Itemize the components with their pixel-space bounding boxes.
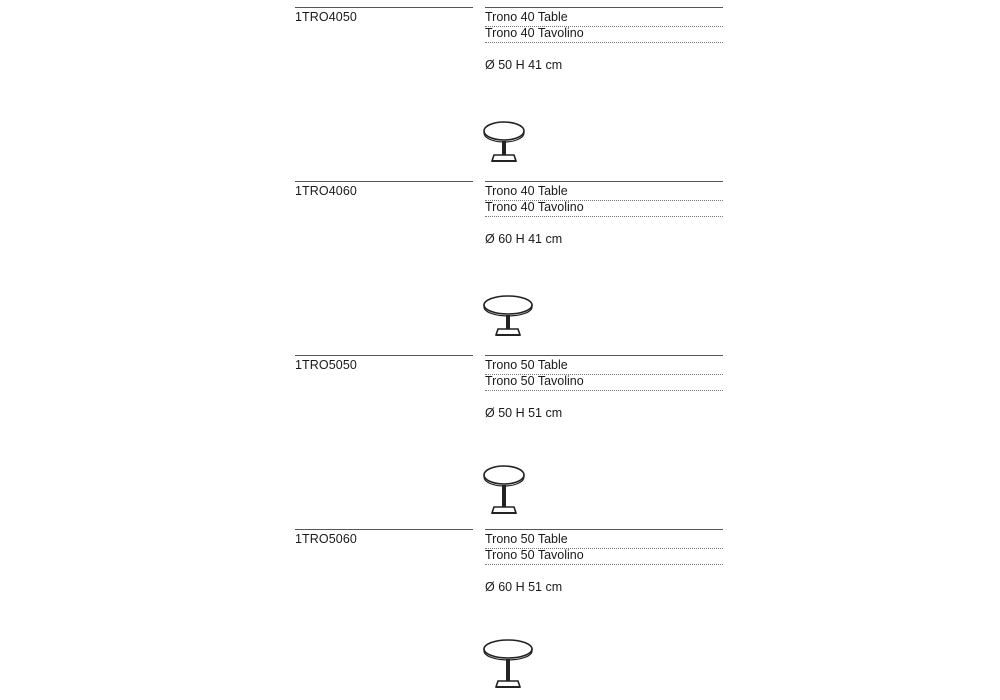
name-divider (485, 355, 723, 356)
name-divider (485, 181, 723, 182)
code-divider (295, 529, 473, 530)
product-name-it: Trono 40 Tavolino (485, 26, 584, 40)
product-entry (0, 174, 1000, 348)
dotted-divider (485, 390, 723, 391)
dotted-divider (485, 564, 723, 565)
product-code: 1TRO5060 (295, 532, 357, 546)
dotted-divider (485, 216, 723, 217)
product-name-en: Trono 50 Table (485, 532, 568, 546)
product-name-en: Trono 40 Table (485, 184, 568, 198)
code-divider (295, 355, 473, 356)
product-code: 1TRO5050 (295, 358, 357, 372)
product-code: 1TRO4050 (295, 10, 357, 24)
product-name-it: Trono 50 Tavolino (485, 374, 584, 388)
name-divider (485, 529, 723, 530)
product-name-en: Trono 40 Table (485, 10, 568, 24)
product-name-it: Trono 50 Tavolino (485, 548, 584, 562)
product-entry (0, 522, 1000, 696)
product-dimensions: Ø 60 H 41 cm (485, 232, 563, 246)
product-name-it: Trono 40 Tavolino (485, 200, 584, 214)
product-dimensions: Ø 50 H 51 cm (485, 406, 563, 420)
product-name-en: Trono 50 Table (485, 358, 568, 372)
product-dimensions: Ø 50 H 41 cm (485, 58, 563, 72)
name-divider (485, 7, 723, 8)
product-entry (0, 0, 1000, 174)
round-side-table-icon (482, 464, 532, 520)
product-code: 1TRO4060 (295, 184, 357, 198)
code-divider (295, 7, 473, 8)
round-side-table-icon (482, 290, 538, 340)
round-side-table-icon (482, 116, 532, 166)
round-side-table-icon (482, 638, 538, 694)
code-divider (295, 181, 473, 182)
product-dimensions: Ø 60 H 51 cm (485, 580, 563, 594)
dotted-divider (485, 42, 723, 43)
product-entry (0, 348, 1000, 522)
